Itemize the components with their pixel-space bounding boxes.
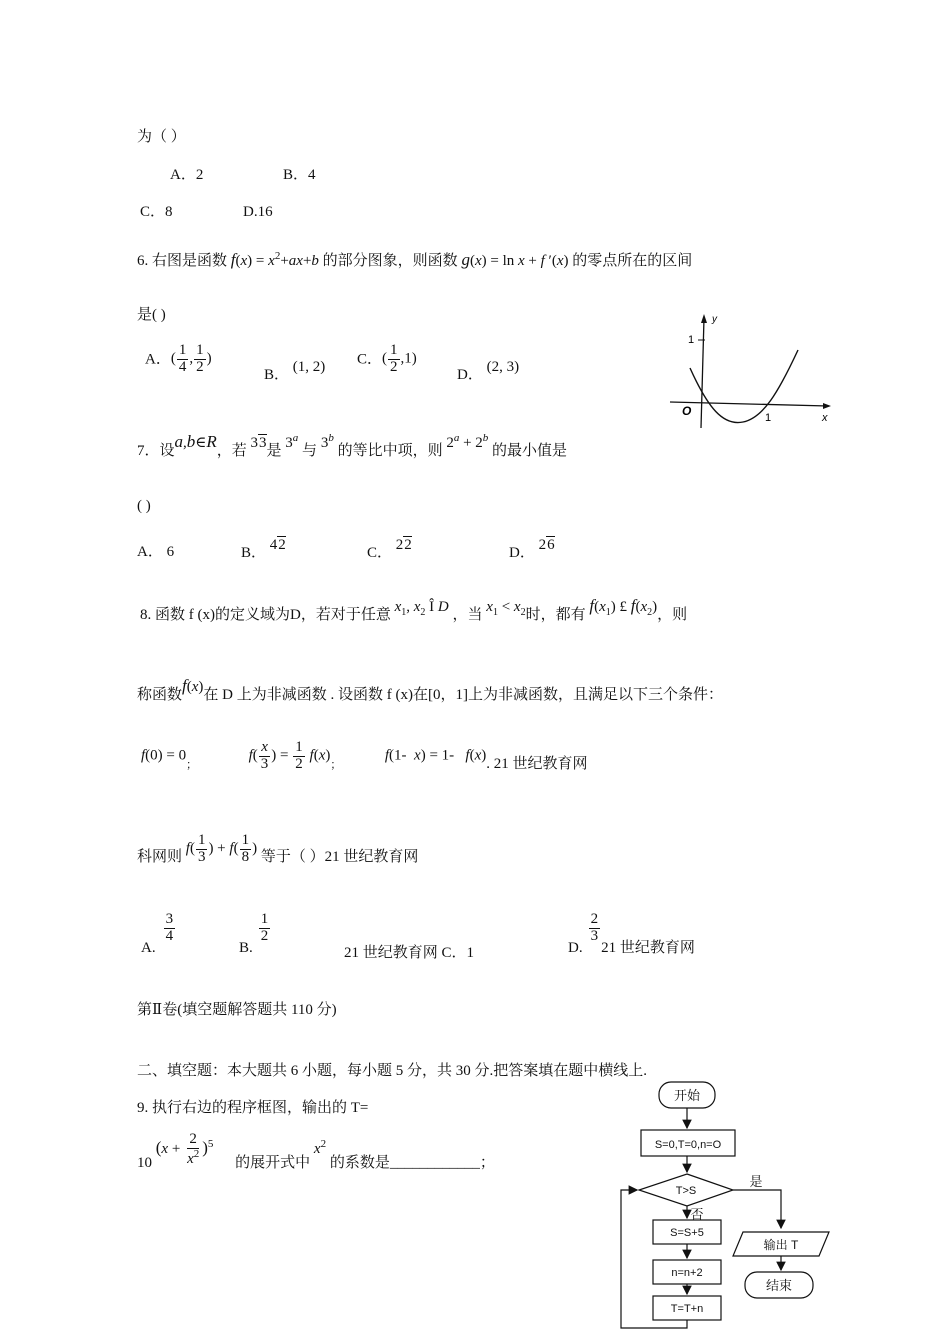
svg-text:T=T+n: T=T+n — [670, 1303, 704, 1315]
question-8: 8. 函数 f (x)的定义域为D，若对于任意 $x_1$, $x_2$ Î D ，当 $x_1 < x_2$时，都有 $f(x_1)$ £ $f(x_2)$，则 — [140, 596, 688, 623]
svg-text:S=S+5: S=S+5 — [670, 1227, 704, 1239]
graph-y-label: y — [712, 314, 717, 325]
svg-text:输出 T: 输出 T — [763, 1238, 799, 1252]
q5-tail: 为（ ） — [137, 129, 186, 145]
graph-origin: O — [682, 404, 692, 418]
q6-option-b: B． (1, 2) — [264, 359, 326, 383]
svg-text:是: 是 — [749, 1174, 763, 1189]
question-10: 10 (x + $\frac{2}{x^2}$ )$^5$ 的展开式中 $x^2$ 的系数是____________； — [137, 1131, 495, 1172]
q6-option-c: C．( $\frac{1}{2}$ ,1) — [357, 342, 417, 375]
program-flowchart — [615, 1078, 840, 1340]
q7-option-a: A． 6 — [137, 544, 175, 560]
q5-option-b: B．4 — [283, 167, 316, 183]
q6-option-d: D． (2, 3) — [457, 359, 520, 383]
question-8-line4: 科网则 f( $\frac{1}{3}$ ) + f( $\frac{1}{8}$ ) 等于（ ）21 世纪教育网 — [137, 832, 419, 865]
svg-text:否: 否 — [690, 1207, 704, 1222]
svg-text:T>S: T>S — [675, 1185, 697, 1197]
section-2-heading: 二、填空题：本大题共 6 小题，每小题 5 分，共 30 分.把答案填在题中横线上. — [137, 1063, 648, 1079]
graph-x-tick: 1 — [765, 412, 772, 424]
svg-text:S=0,T=0,n=O: S=0,T=0,n=O — [654, 1139, 722, 1151]
q5-option-d: D.16 — [243, 204, 273, 220]
q7-option-b: B． 42 — [241, 537, 286, 561]
q5-option-a: A．2 — [170, 167, 204, 183]
part-2-heading: 第Ⅱ卷(填空题解答题共 110 分) — [137, 1002, 337, 1018]
question-8-conditions: $f(0) = 0_;$ f( $\frac{x}{3}$ ) = $\frac{1}{2}$ $f(x)_;$ f(1- x) = 1- f(x). 21 世纪教育网 — [141, 739, 588, 772]
question-9: 9. 执行右边的程序框图，输出的 T= — [137, 1100, 369, 1116]
question-6-line2: 是( ) — [137, 307, 166, 323]
svg-text:开始: 开始 — [673, 1088, 701, 1103]
q8-option-b: B. $\frac{1}{2}$ — [239, 911, 269, 956]
q6-option-a: A．( $\frac{1}{4}$ , $\frac{1}{2}$ ) — [145, 342, 212, 375]
q7-option-d: D． 26 — [509, 537, 555, 561]
q5-option-c: C．8 — [140, 204, 173, 220]
graph-x-label: x — [822, 412, 828, 424]
question-7: 7．设a,b∈R，若 33是 3$^a$ 与 3$^b$ 的等比中项，则 $2^a + 2^b$ 的最小值是 — [137, 432, 568, 459]
question-6: 6. 右图是函数 $f(x) = x^2+ax+b$ 的部分图象，则函数 g(x) = ln x + f ′(x) 的零点所在的区间 — [137, 250, 693, 269]
q8-option-d: D. $\frac{2}{3}$ 21 世纪教育网 — [568, 911, 695, 956]
svg-text:结束: 结束 — [765, 1278, 793, 1293]
question-8-line2: 称函数f(x)在 D 上为非减函数 . 设函数 f (x)在[0，1]上为非减函数，且满足以下三个条件： — [137, 676, 723, 703]
q7-option-c: C． 22 — [367, 537, 412, 561]
q8-option-a: A. $\frac{3}{4}$ — [141, 911, 174, 956]
graph-y-tick: 1 — [688, 334, 695, 346]
svg-text:n=n+2: n=n+2 — [671, 1267, 703, 1279]
function-graph — [668, 308, 838, 436]
q8-option-c: 21 世纪教育网 C．1 — [344, 945, 475, 961]
question-7-line2: ( ) — [137, 498, 151, 514]
